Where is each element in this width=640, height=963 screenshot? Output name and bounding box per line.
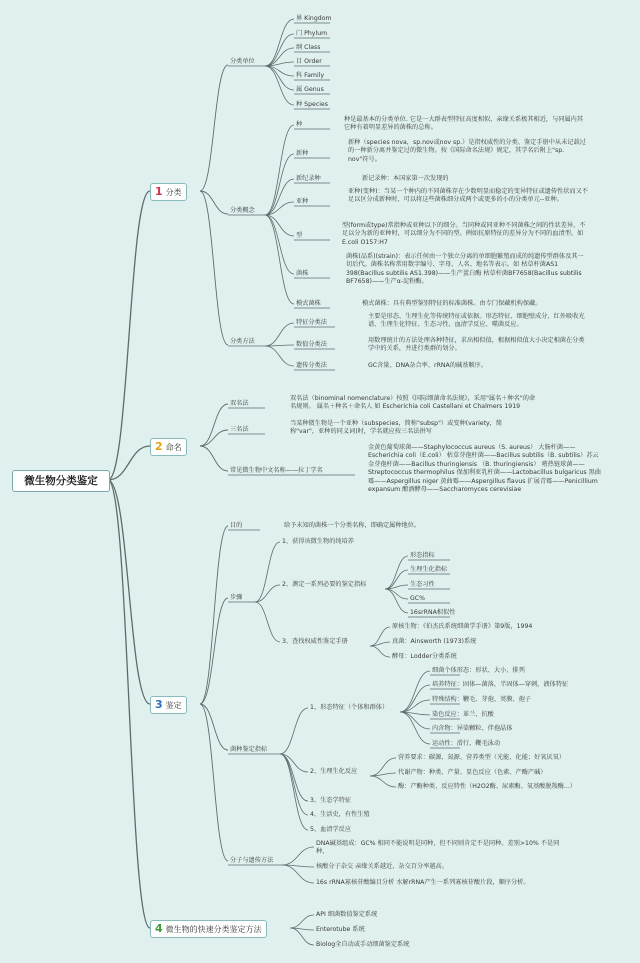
- connector-line: [265, 66, 294, 105]
- rapid-method-1[interactable]: API 细菌数值鉴定系统: [316, 911, 378, 918]
- concept-type-desc: 型(form或type)常指种或亚种以下的细分。当同种或同亚种不同菌株之间的性状差异，不足以分为新的亚种时，可以细分为不同的型。例如抗原特征的差异分为不同的血清型。如E.coli O157:H7: [342, 222, 586, 246]
- connector-line: [265, 215, 294, 304]
- connector-line: [385, 556, 408, 589]
- trinomial-desc: 当某种微生物是一个亚种（subspecies，简称"subsp"）或变种(variety，简称"var"，亚种的同义词)时，学名就应按三名法拼写: [290, 420, 503, 436]
- connector-line: [370, 627, 390, 646]
- connector-line: [280, 754, 308, 830]
- connector-line: [265, 125, 294, 215]
- step-2-item-5[interactable]: 16srRNA相似性: [410, 609, 456, 616]
- concept-strain[interactable]: 菌株: [296, 270, 309, 277]
- node-purpose[interactable]: 目的: [230, 522, 243, 529]
- node-taxonomic-unit[interactable]: 分类单位: [230, 58, 255, 65]
- connector-line: [265, 34, 294, 66]
- step-2-item-4[interactable]: GC%: [410, 595, 425, 602]
- connector-line: [200, 65, 228, 191]
- root-node[interactable]: 微生物分类鉴定: [12, 470, 110, 492]
- connector-line: [200, 704, 228, 750]
- node-molecular-genetic[interactable]: 分子与遗传方法: [230, 857, 274, 864]
- morphology-item-5[interactable]: 内含物：异染颗粒、伴孢晶体: [432, 725, 513, 732]
- morphology-item-4[interactable]: 染色反应：革兰、抗酸: [432, 711, 494, 718]
- method-genetic-desc: GC含量、DNA杂合率、rRNA的碱基顺序。: [368, 362, 487, 369]
- connector-line: [265, 19, 294, 66]
- node-classification-concept[interactable]: 分类概念: [230, 207, 255, 214]
- branch-3-node[interactable]: [150, 696, 187, 714]
- physiology-item-1[interactable]: 营养要求：碳源、氮源、营养类型（光能、化能；好氧厌氧）: [398, 754, 566, 761]
- branch-2-node[interactable]: [150, 438, 187, 456]
- node-trinomial[interactable]: 三名法: [230, 426, 249, 433]
- step-1[interactable]: 1、获得该微生物的纯培养: [282, 538, 354, 545]
- concept-type-strain-desc: 模式菌株：具有典型鉴别特征的标准菌株。由专门保藏机构保藏。: [362, 300, 542, 307]
- physiology-item-2[interactable]: 代谢产物：种类、产量、显色反应（色素、产酶产碱）: [398, 769, 547, 776]
- node-common-names[interactable]: 常见微生物中文名称——拉丁学名: [230, 467, 323, 474]
- branch-2-label: 命名: [165, 443, 182, 452]
- step-2-item-1[interactable]: 形态指标: [410, 552, 435, 559]
- rapid-method-2[interactable]: Enterotube 系统: [316, 926, 365, 933]
- step-2-item-2[interactable]: 生理生化指标: [410, 566, 448, 573]
- connector-line: [265, 346, 294, 366]
- indicator-serology[interactable]: 5、血清学反应: [310, 826, 352, 833]
- molecular-item-1[interactable]: DNA碱基组成：GC% 相同不能说明是同种，但不同则肯定不是同种。差别>10% 不是同种，: [316, 840, 560, 856]
- indicator-physiology[interactable]: 2、生理生化反应: [310, 768, 358, 775]
- node-steps[interactable]: 步骤: [230, 594, 243, 601]
- morphology-item-2[interactable]: 培养特征：固体—菌落，半固体—穿刺，液体特征: [432, 681, 569, 688]
- concept-subspecies-desc: 亚种(变种)：当某一个种内的不同菌株存在少数明显而稳定的变异特征或遗传性状而又不足以区分成新种时，可以将这些菌株细分成两个或更多的小的分类单元--亚种。: [348, 188, 588, 204]
- morphology-item-1[interactable]: 细菌个体形态：形状、大小、排列: [432, 667, 525, 674]
- step-2[interactable]: 2、测定一系列必要的鉴定指标: [282, 581, 367, 588]
- node-classification-method[interactable]: 分类方法: [230, 338, 255, 345]
- root-connector: [108, 480, 150, 928]
- branch-4-label: 微生物的快速分类鉴定方法: [165, 925, 262, 934]
- branch-1-number: 1: [155, 185, 163, 198]
- morphology-item-6[interactable]: 运动性：滑行、鞭毛泳动: [432, 740, 501, 747]
- concept-species-desc: 种是最基本的分类单位. 它是一大群表型特征高度相似，亲缘关系极其相近，与同属内其它种有着明显差异的菌株的总称。: [344, 116, 584, 132]
- step-3-item-1[interactable]: 原核生物：《伯杰氏系统细菌学手册》第9版，1994: [392, 623, 533, 630]
- branch-1-label: 分类: [165, 188, 182, 197]
- method-numerical-desc: 用数理统计的方法处理各种特征，求出相似值，根据相似值大小决定相菌在分类学中的关系，并进行类群的划分。: [368, 337, 585, 353]
- connector-line: [200, 446, 228, 471]
- method-genetic[interactable]: 遗传分类法: [296, 362, 327, 369]
- branch-4-number: 4: [155, 922, 163, 935]
- concept-new-species-desc: 新种（species nova，sp.nov或nov sp.）是指权威性的分类、鉴定手册中从未记载过的一种新分离并鉴定过的微生物。按《国际命名法规》规定，其学名后附上"sp. nov"符号。: [348, 139, 586, 163]
- branch-1-node[interactable]: [150, 183, 187, 201]
- concept-species[interactable]: 种: [296, 121, 303, 128]
- purpose-desc: 给予未知的菌株一个分类名称，即确定属种地位。: [284, 522, 421, 529]
- connector-line: [200, 404, 228, 446]
- connector-line: [400, 685, 430, 712]
- concept-new-record-desc: 新记录种：本国家第一次发现的: [362, 175, 449, 182]
- connector-line: [265, 215, 294, 274]
- unit-genus[interactable]: 属 Genus: [296, 86, 324, 93]
- concept-type-strain[interactable]: 模式菌株: [296, 300, 321, 307]
- connector-line: [200, 191, 228, 345]
- unit-kingdom[interactable]: 界 Kingdom: [296, 15, 332, 22]
- branch-4-node[interactable]: [150, 920, 267, 938]
- connector-line: [280, 708, 308, 754]
- step-2-item-3[interactable]: 生态习性: [410, 581, 435, 588]
- branch-2-number: 2: [155, 440, 163, 453]
- connector-line: [282, 865, 314, 883]
- connector-line: [370, 646, 390, 657]
- root-connector: [108, 446, 150, 480]
- indicator-ecology[interactable]: 3、生态学特征: [310, 797, 352, 804]
- molecular-item-3[interactable]: 16s rRNA寡核苷酸编目分析 水解rRNA产生一系列寡核苷酸片段，顺序分析。: [316, 879, 530, 886]
- step-3[interactable]: 3、查找权威性鉴定手册: [282, 638, 348, 645]
- binomial-desc: 双名法（binominal nomenclature）按照《国际细菌命名法规》，采用"属名＋种名"的命名规则。 属名＋种名＋命名人 如 Escherichia coli Castellani et Chalmers 1919: [290, 395, 536, 411]
- molecular-item-2[interactable]: 核酸分子杂交 亲缘关系越近，杂交百分率越高。: [316, 863, 448, 870]
- concept-type[interactable]: 型: [296, 232, 303, 239]
- connector-line: [265, 154, 294, 215]
- root-connector: [108, 191, 150, 480]
- step-3-item-2[interactable]: 真菌：Ainsworth (1973)系统: [392, 638, 477, 645]
- connector-line: [200, 191, 228, 214]
- concept-new-species[interactable]: 新种: [296, 150, 309, 157]
- common-names-desc: 金黄色葡萄球菌——Staphylococcus aureus（S. aureus） 大肠杆菌——Escherichia coli（E.coli） 枯草芽孢杆菌——Bacillus subtilis（B. subtilis）苏云金芽孢杆菌——Bacillus thuringiensis （B. thuringiensis） 嗜热链球菌——Streptococcus thermophilus 保加利亚乳杆菌——Lactobacillus bulgaricus 黑曲霉——Aspergillus niger 黄曲霉——Aspergillus flavus 扩展青霉——Penicillium expansum 酿酒酵母——Saccharomyces cerevisiae: [368, 444, 601, 494]
- unit-phylum[interactable]: 门 Phylum: [296, 30, 328, 37]
- connector-line: [200, 430, 228, 446]
- root-connector: [108, 480, 150, 704]
- unit-family[interactable]: 科 Family: [296, 72, 325, 79]
- node-identification-indicators[interactable]: 菌种鉴定指标: [230, 746, 268, 753]
- physiology-item-3[interactable]: 酶：产酶种类、反应特性（H2O2酶、尿素酶、氧基酸脱羧酶...）: [398, 783, 576, 790]
- connector-line: [290, 928, 314, 945]
- unit-species[interactable]: 种 Species: [296, 101, 328, 108]
- connector-line: [290, 915, 314, 928]
- connector-line: [385, 589, 408, 613]
- branch-3-label: 鉴定: [165, 701, 182, 710]
- connector-line: [282, 847, 314, 865]
- indicator-morphology[interactable]: 1、形态特征（个体和群体）: [310, 704, 389, 711]
- morphology-item-3[interactable]: 特殊结构：鞭毛、芽孢、荚膜、孢子: [432, 696, 531, 703]
- rapid-method-3[interactable]: Biolog全自动或手动细菌鉴定系统: [316, 941, 410, 948]
- concept-strain-desc: 菌株(品系)(strain)：表示任何由一个独立分离的单细胞繁殖而成的纯遗传型群体及其一切后代。菌株名称常用数字编号、字母、人名、地名等表示。如 枯草杆菌AS1 398(Bacillus subtilis AS1.398)——生产蛋白酶 枯草杆菌BF7658(Bacillus subtilis BF7658)——生产α-淀粉酶。: [346, 253, 584, 286]
- concept-subspecies[interactable]: 亚种: [296, 198, 309, 205]
- connector-line: [370, 776, 396, 787]
- connector-line: [265, 323, 294, 346]
- method-characteristic[interactable]: 特征分类法: [296, 319, 327, 326]
- branch-3-number: 3: [155, 698, 163, 711]
- connector-line: [200, 526, 228, 704]
- step-3-item-3[interactable]: 酵母：Lodder分类系统: [392, 653, 457, 660]
- method-characteristic-desc: 主要是形态、生理生化等传统特征或依据。形态特征、细胞壁成分、红外吸收光谱、生理生化特征、生态习性、血清学反应、噬菌反应。: [368, 313, 585, 329]
- method-numerical[interactable]: 数值分类法: [296, 341, 327, 348]
- indicator-life-history[interactable]: 4、生活史，有性生殖: [310, 811, 370, 818]
- concept-new-record[interactable]: 新纪录种: [296, 175, 321, 182]
- connector-line: [370, 773, 396, 776]
- unit-order[interactable]: 目 Order: [296, 58, 322, 65]
- connector-line: [255, 602, 280, 642]
- unit-class[interactable]: 纲 Class: [296, 44, 321, 51]
- node-binomial[interactable]: 双名法: [230, 400, 249, 407]
- connector-line: [385, 589, 408, 599]
